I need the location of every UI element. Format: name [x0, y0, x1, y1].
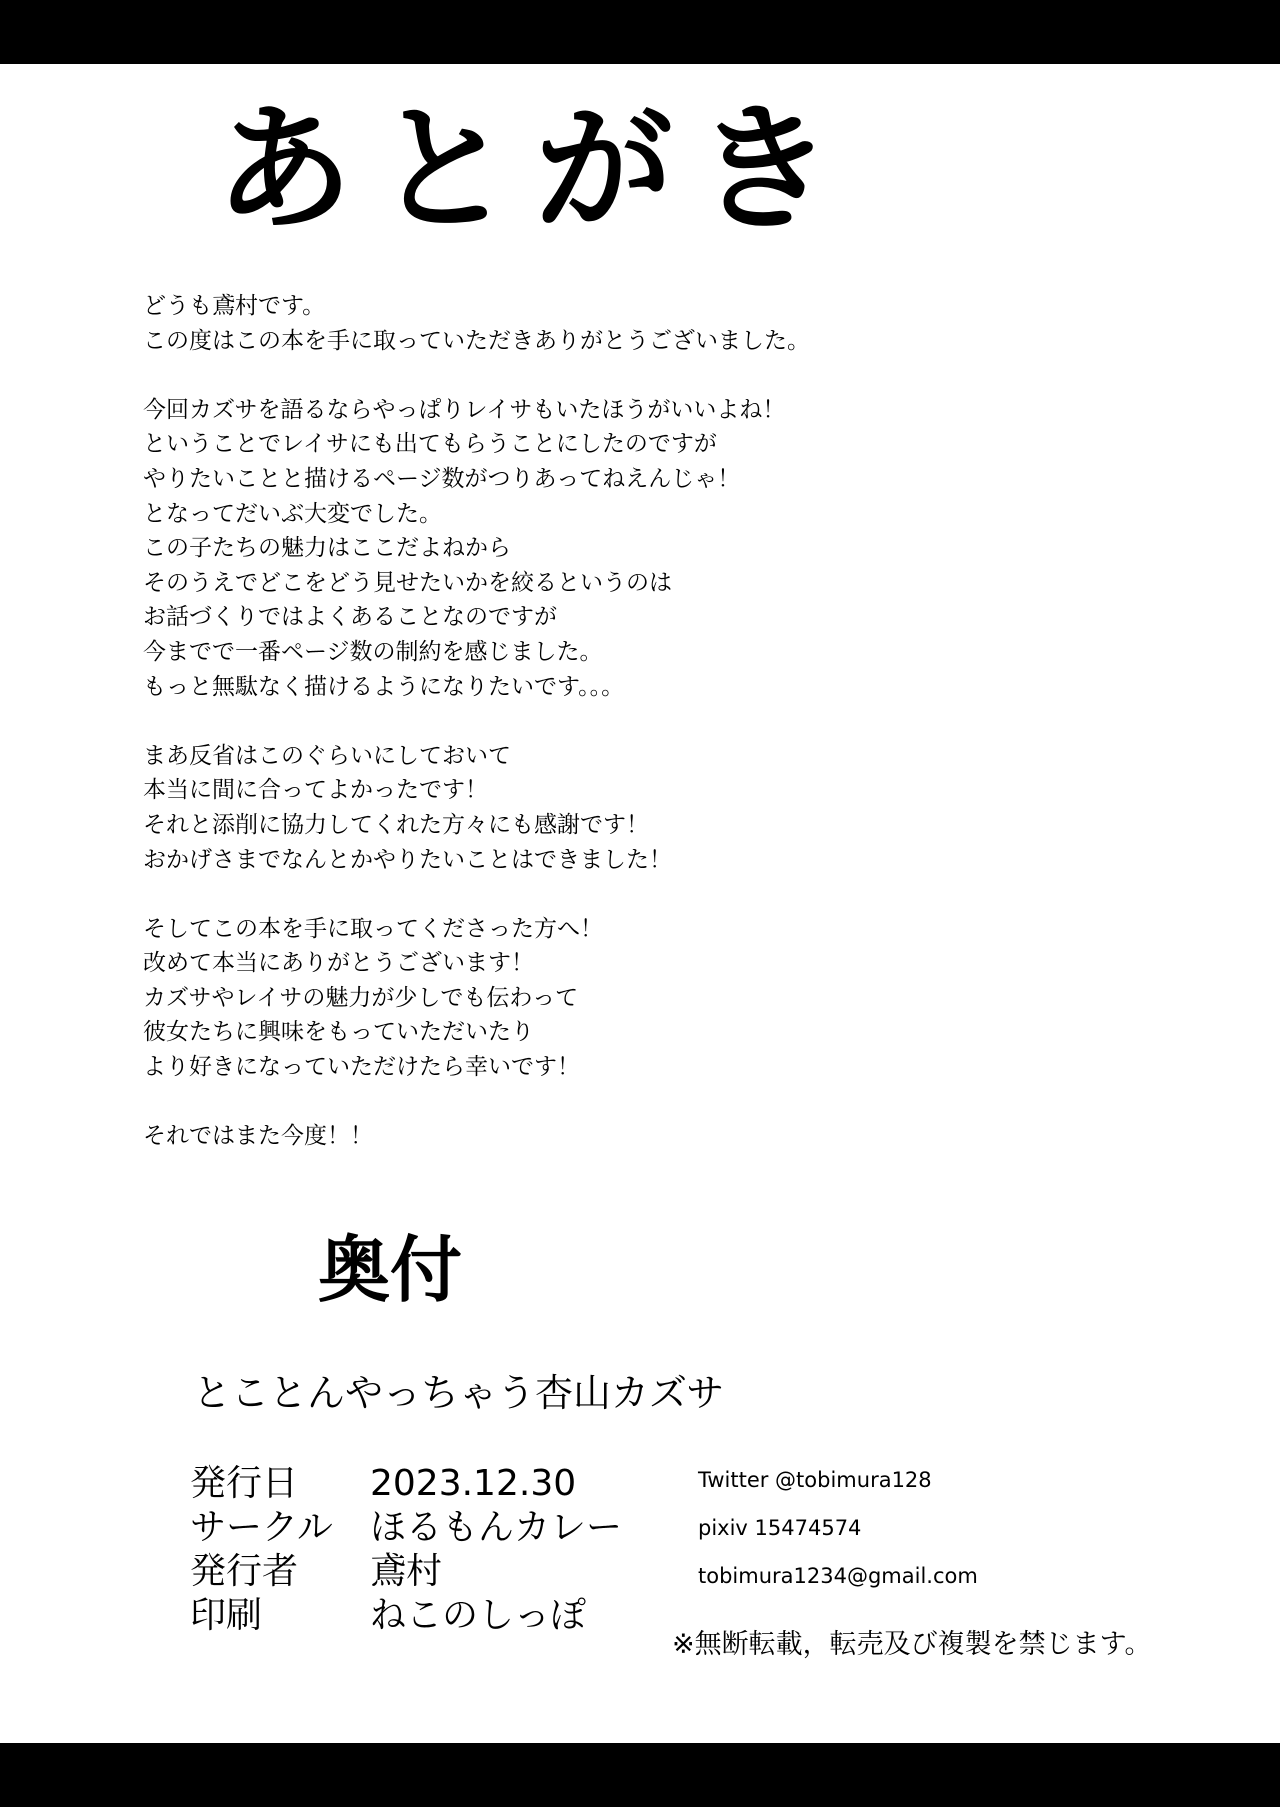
afterword-line	[143, 877, 1043, 912]
contact-list	[698, 1468, 978, 1612]
bottom-black-bar	[0, 1743, 1280, 1807]
afterword-line	[143, 704, 1043, 739]
info-key: 印刷	[190, 1595, 263, 1636]
afterword-line: もっと無駄なく描けるようになりたいです。。。	[143, 673, 625, 700]
afterword-line: ということでレイサにも出てもらうことにしたのですが	[143, 431, 717, 458]
afterword-title: あとがき	[215, 89, 856, 250]
afterword-line	[143, 358, 1043, 393]
info-row-circle	[190, 1506, 680, 1550]
afterword-line: それと添削に協力してくれた方々にも感謝です！	[143, 811, 649, 838]
info-value: 鳶村	[370, 1551, 443, 1592]
afterword-body	[143, 289, 1043, 1154]
info-row-printer	[190, 1594, 680, 1638]
info-key: 発行者	[190, 1551, 299, 1592]
afterword-line: 改めて本当にありがとうございます！	[143, 950, 534, 977]
info-key: 発行日	[190, 1463, 299, 1504]
afterword-line: 今までで一番ページ数の制約を感じました。	[143, 638, 603, 665]
afterword-line: 本当に間に合ってよかったです！	[143, 777, 488, 804]
afterword-line: 今回カズサを語るならやっぱりレイサもいたほうがいいよね！	[143, 396, 786, 423]
book-title: とことんやっちゃう杏山カズサ	[193, 1371, 725, 1415]
afterword-line: どうも鳶村です。	[143, 293, 326, 319]
colophon-info-table	[190, 1462, 680, 1638]
colophon-title: 奥付	[318, 1228, 463, 1312]
info-key: サークル	[190, 1507, 333, 1548]
afterword-line: この子たちの魅力はここだよねから	[143, 535, 511, 562]
contact-twitter: Twitter @tobimura128	[698, 1468, 932, 1492]
afterword-line: まあ反省はこのぐらいにしておいて	[143, 742, 511, 769]
afterword-line: お話づくりではよくあることなのですが	[143, 604, 557, 631]
contact-email: tobimura1234@gmail.com	[698, 1564, 978, 1588]
afterword-line: それではまた今度！！	[143, 1123, 373, 1150]
info-value: 2023.12.30	[370, 1463, 577, 1504]
afterword-line: より好きになっていただけたら幸いです！	[143, 1054, 580, 1081]
contact-pixiv: pixiv 15474574	[698, 1516, 862, 1540]
afterword-line: そのうえでどこをどう見せたいかを絞るというのは	[143, 569, 672, 596]
afterword-line: 彼女たちに興味をもっていただいたり	[143, 1019, 534, 1046]
info-row-publisher	[190, 1550, 680, 1594]
info-value: ねこのしっぽ	[370, 1595, 587, 1636]
afterword-line: カズサやレイサの魅力が少しでも伝わって	[143, 984, 579, 1011]
copyright-notice: ※無断転載，転売及び複製を禁じます。	[672, 1629, 1152, 1660]
info-row-publish-date	[190, 1462, 680, 1506]
afterword-line: そしてこの本を手に取ってくださった方へ！	[143, 915, 603, 942]
afterword-line: この度はこの本を手に取っていただきありがとうございました。	[143, 327, 810, 354]
top-black-bar	[0, 0, 1280, 64]
afterword-line	[143, 1085, 1043, 1120]
afterword-line: おかげさまでなんとかやりたいことはできました！	[143, 846, 672, 873]
afterword-line: となってだいぶ大変でした。	[143, 500, 442, 527]
afterword-line: やりたいことと描けるページ数がつりあってねえんじゃ！	[143, 465, 741, 492]
info-value: ほるもんカレー	[370, 1507, 623, 1548]
